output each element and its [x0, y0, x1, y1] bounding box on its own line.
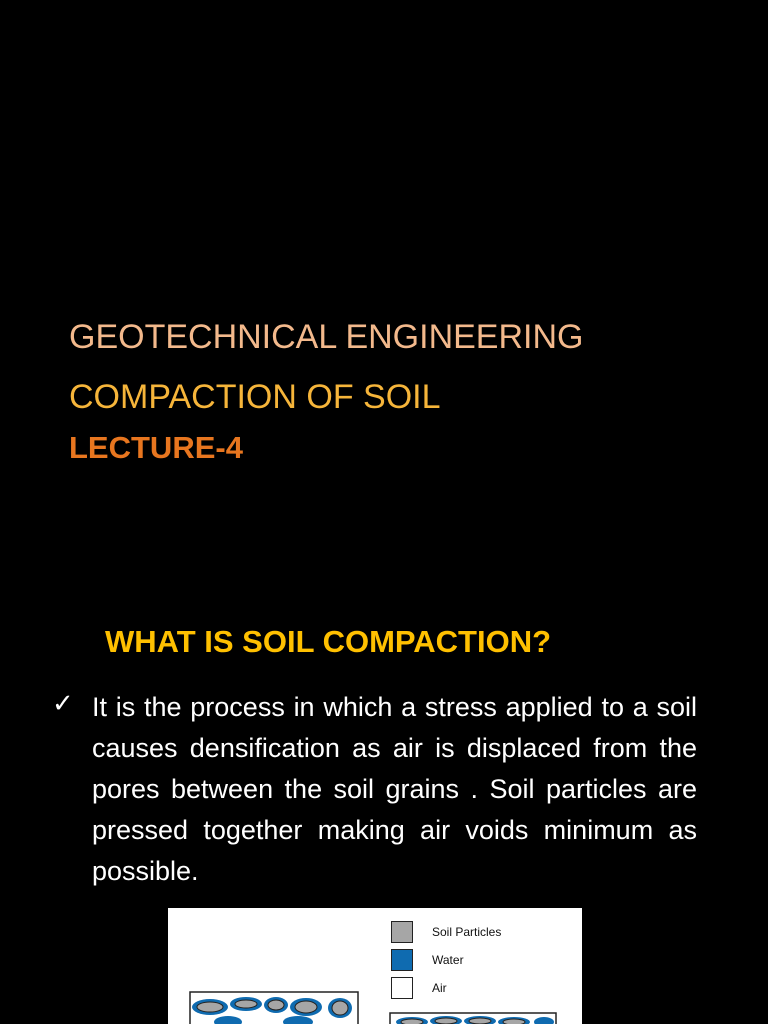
swatch-air	[391, 977, 413, 999]
swatch-soil-particles	[391, 921, 413, 943]
topic-title: COMPACTION OF SOIL	[69, 378, 441, 416]
legend-air	[391, 976, 447, 1000]
checkmark-icon: ✓	[52, 689, 74, 719]
legend-label-air: Air	[432, 981, 447, 995]
soil-compaction-figure	[168, 908, 582, 1024]
soil-particle	[401, 1019, 423, 1024]
soil-diagram	[168, 908, 582, 1024]
content-slide	[0, 576, 768, 1024]
legend-water	[391, 948, 464, 972]
legend-label-soil-particles: Soil Particles	[432, 925, 502, 939]
slide-heading: WHAT IS SOIL COMPACTION?	[105, 624, 552, 659]
soil-particle	[435, 1018, 457, 1024]
lecture-label: LECTURE-4	[69, 430, 243, 465]
soil-particle	[268, 1000, 284, 1010]
soil-particle	[503, 1019, 525, 1024]
soil-particle	[332, 1001, 348, 1015]
bullet-text: It is the process in which a stress applied to a soil causes densification as air is displaced from the pores between the soil grains . Soil particles are pressed together making air voids minimum as possible.	[92, 692, 697, 886]
soil-particle	[295, 1001, 317, 1013]
course-title: GEOTECHNICAL ENGINEERING	[69, 318, 584, 356]
legend-label-water: Water	[432, 953, 464, 967]
legend-soil-particles	[391, 920, 501, 944]
swatch-water	[391, 949, 413, 971]
soil-particle	[469, 1018, 491, 1024]
soil-particle	[197, 1002, 223, 1012]
soil-particle	[235, 1000, 257, 1008]
